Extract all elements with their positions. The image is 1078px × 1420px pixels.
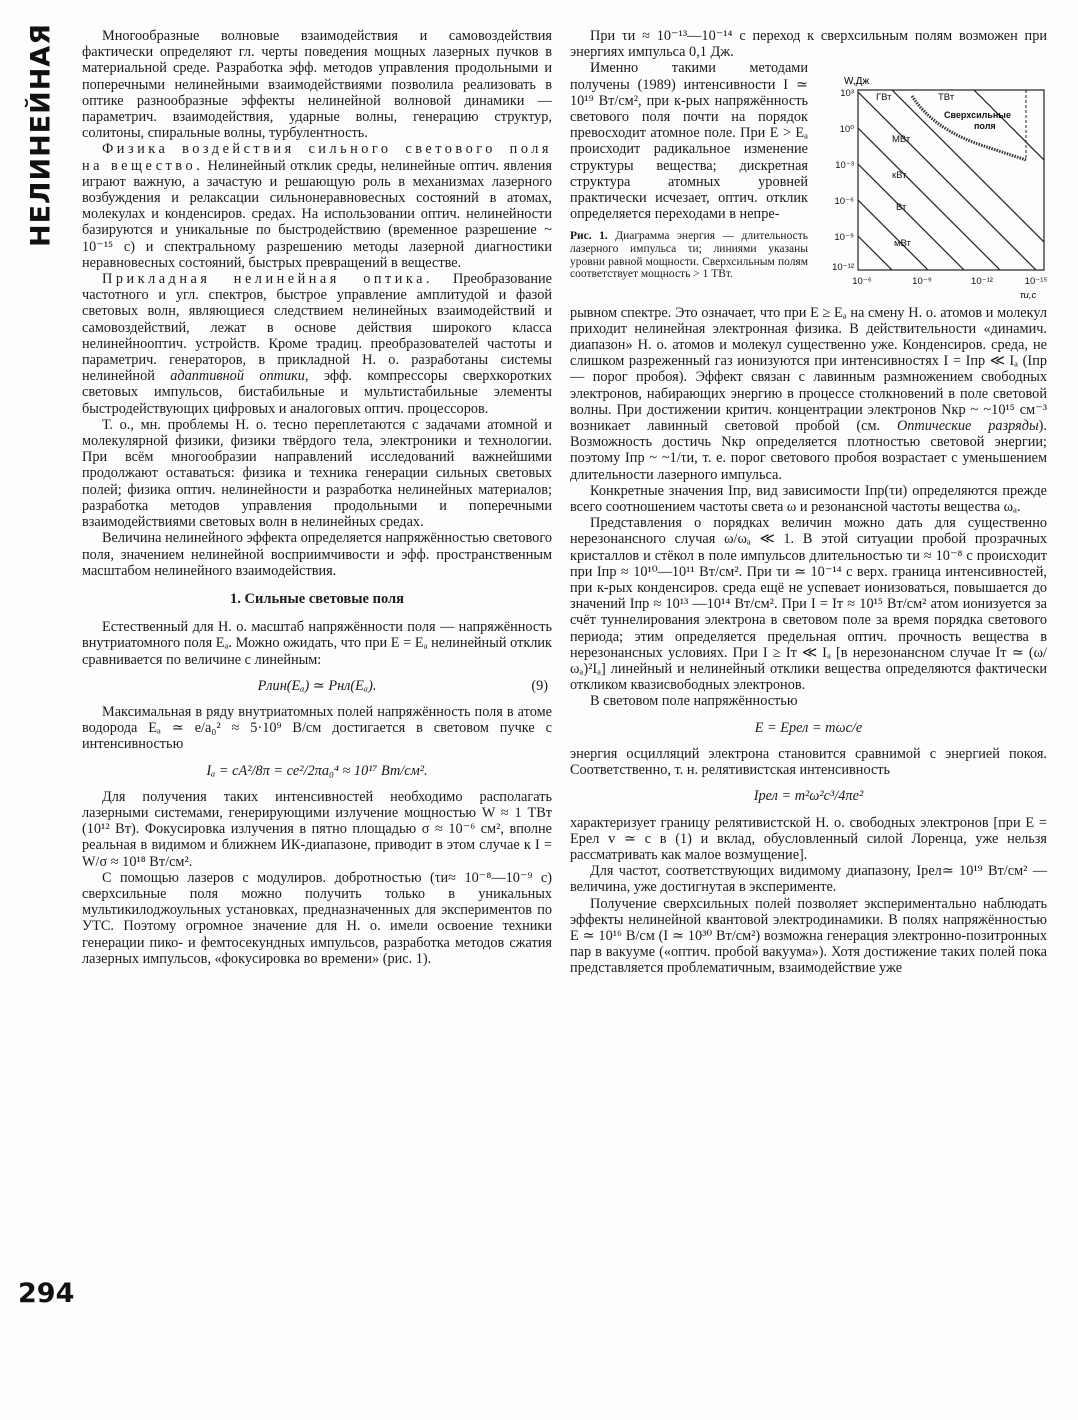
y-tick: 10⁻⁶ [834, 196, 854, 208]
equation-relativistic-field: E = Eрел = mωc/e [754, 719, 863, 736]
paragraph: рывном спектре. Это означает, что при E ≥ Eₐ на смену Н. о. атомов и молекул приходит нелинейная электронная физика. В действительности «динамич. диапазон» Н. о. атомов и молекул существенно уже. Конденсиров. среда, не слишком разреженный газ ионизуются при интенсивностях I = Iпр ≪ Iₐ (Iпр — порог пробоя). Эффект связан с лавинным размножением свободных электронов, набирающих энергию в процессе столкновений в поле световой волны. При достижении критич. концентрации электронов Nкр ~ ~10¹⁵ см⁻³ возникает лавинный световой пробой (см. Оптические разряды). Возможность достичь Nкр определяется плотностью световой энергии; поэтому Iпр ~ ~1/τи, т. е. порог светового пробоя возрастает с уменьшением длительности лазерного импульса. [570, 304, 1048, 483]
paragraph: Физика воздействия сильного светового поля на вещество. Нелинейный отклик среды, нелинейные оптич. явления играют важную, а зачастую и решающую роль в механизмах лазерного возбуждения и релаксации сильнонеравновесных состояний в атомах, молекулах и конденсиров. средах. На использовании оптич. нелинейности базируются и уникальные по быстродействию (временное разрешение ~ 10⁻¹⁵ с) и спектральному разрешению методы лазерной диагностики неравновесных состояний, быстрых превращений в веществе. [82, 141, 552, 271]
paragraph: Для частот, соответствующих видимому диапазону, Iрел≃ 10¹⁹ Вт/см² — величина, уже достигнутая в эксперименте. [570, 863, 1047, 896]
section-title: 1. Сильные световые поля [230, 590, 404, 607]
y-tick: 10⁻¹² [832, 262, 854, 274]
left-column [82, 28, 552, 967]
y-tick: 10³ [840, 88, 854, 100]
paragraph: Для получения таких интенсивностей необходимо располагать лазерными системами, генерирующими излучение мощностью W ≈ 1 ТВт (10¹² Вт). Фокусировка излучения в пятно площадью σ ≈ 10⁻⁶ см², вполне реальная в видимом и ближнем ИК-диапазоне, приводит в этом случае к I = W/σ ≈ 10¹⁸ Вт/см². [82, 788, 552, 870]
cross-reference: Оптические разряды [896, 418, 1039, 435]
paragraph: Максимальная в ряду внутриатомных полей напряжённость поля в атоме водорода Eₐ ≃ e/a₀² ≈ 5·10⁹ В/см достигается в световом пучке с интенсивностью [82, 703, 552, 753]
section-run-in-heading: Физика воздействия сильного светового поля на вещество. [82, 141, 552, 174]
paragraph: характеризует границу релятивистской Н. о. свободных электронов [при E = Eрел v ≃ c в (1) и вклад, обусловленный силой Лоренца, уже нельзя рассматривать как малое возмущение]. [570, 814, 1047, 863]
paragraph: Прикладная нелинейная оптика. Преобразование частотного и угл. спектров, быстрое управление амплитудой и фазой световых волн, являющиеся следствием нелинейных взаимодействий и самовоздействий, лежат в основе действия широкого класса нелинейнооптич. устройств. Кроме традиц. преобразователей частоты и параметрич. генераторов, в прикладной Н. о. разработаны системы нелинейной адаптивной оптики, эфф. компрессоры сверхкоротких световых импульсов, бистабильные и мультистабильные элементы быстродействующих цифровых и аналоговых оптич. процессоров. [82, 271, 552, 417]
paragraph: В световом поле напряжённостью [590, 693, 798, 710]
paragraph: Получение сверхсильных полей позволяет экспериментально наблюдать эффекты нелинейной квантовой электродинамики. В полях напряжённостью E ≃ 10¹⁶ В/см (I ≃ 10³⁰ Вт/см²) возможна генерация электронно-позитронных пар в вакууме («оптич. пробой вакуума»). Хотя достижение таких полей пока представляется проблематичным, взаимодействие уже [570, 895, 1047, 977]
equation-9: Pлин(Eₐ) ≃ Pнл(Eₐ). (9) [257, 677, 548, 694]
figure-caption: Рис. 1. Диаграмма энергия — длительность лазерного импульса τи; линиями указаны уровни равной мощности. Сверхсильным полям соответствует мощность > 1 ТВт. [570, 230, 808, 281]
running-head [14, 23, 68, 247]
y-tick: 10⁻³ [835, 160, 854, 172]
page-number: 294 [18, 1278, 75, 1309]
paragraph: С помощью лазеров с модулиров. добротностью (τи≈ 10⁻⁸—10⁻⁹ с) сверхсильные поля можно получить только в уникальных мультикилоджоульных установках, предназначенных для экспериментов по УТС. Поэтому огромное значение для Н. о. имели освоение техники генерации пико- и фемтосекундных импульсов, разработка методов сжатия лазерных импульсов, «фокусировка во времени» (рис. 1). [82, 869, 552, 967]
x-tick: 10⁻¹⁵ [1024, 276, 1048, 288]
equation-intensity: Iₐ = cA²/8π = ce²/2πa₀⁴ ≈ 10¹⁷ Вт/см². [206, 762, 428, 779]
right-column [570, 28, 1047, 977]
paragraph: Многообразные волновые взаимодействия и самовоздействия фактически определяют гл. черты поведения мощных лазерных пучков в материальной среде. Разработка эфф. методов управления продольными и поперечными нелинейными взаимодействиями позволила реализовать в оптике разнообразные эффекты нелинейной волновой динамики — параметрич. взаимодействия, ударные волны, генерацию структур, солитоны, спиральные волны, турбулентность. [82, 28, 552, 142]
paragraph: Именно такими методами получены (1989) интенсивности I ≃ 10¹⁹ Вт/см², при к-рых напряжённость светового поля почти на порядок превосходит атомное поле. При E > Eₐ происходит радикальное изменение структуры вещества; дискретная структура атомных уровней практически исчезает, оптич. отклик определяется переходами в непре- [570, 60, 808, 223]
equation-number: (9) [531, 677, 548, 694]
y-tick: 10⁰ [839, 124, 854, 136]
x-tick: 10⁻⁶ [852, 276, 872, 288]
x-tick: 10⁻¹² [971, 276, 993, 288]
region-label-2: поля [974, 121, 996, 132]
wrapped-text [570, 60, 808, 304]
paragraph: При τи ≈ 10⁻¹³—10⁻¹⁴ с переход к сверхсильным полям возможен при энергиях импульса 0,1 Дж. [570, 28, 1047, 61]
label-kw: кВт [892, 170, 907, 182]
section-run-in-heading: Прикладная нелинейная оптика. [102, 271, 434, 288]
cross-reference: адаптивной оптики [170, 368, 305, 385]
y-tick: 10⁻⁹ [834, 232, 854, 244]
paragraph: Естественный для Н. о. масштаб напряжённости поля — напряжённость внутриатомного поля Eₐ. Можно ожидать, что при E = Eₐ нелинейный отклик сравнивается по величине с линейным: [82, 619, 552, 668]
paragraph: Конкретные значения Iпр, вид зависимости Iпр(τи) определяются прежде всего соотношением частоты света ω и резонансной частоты вещества ωₐ. [570, 482, 1047, 516]
paragraph: Т. о., мн. проблемы Н. о. тесно переплетаются с задачами атомной и молекулярной физики, физики твёрдого тела, электроники и технологии. При всём многообразии направлений исследований важнейшими продолжают оставаться: физика и техника генерации сильных световых полей; физика оптич. нелинейности и разработка нелинейных материалов; разработка методов управления продольными и поперечными взаимодействиями световых волн в нелинейных средах. [82, 416, 552, 531]
label-mw: МВт [892, 134, 911, 146]
figure-1 [814, 60, 1050, 304]
paragraph: Величина нелинейного эффекта определяется напряжённостью светового поля, значением нелинейной восприимчивости и эфф. пространственным масштабом нелинейного взаимодействия. [82, 530, 552, 579]
paragraph: энергия осцилляций электрона становится сравнимой с энергией покоя. Соответственно, т. н. релятивистская интенсивность [570, 745, 1047, 779]
label-gw: ГВт [876, 92, 892, 104]
superstrong-boundary [912, 96, 1026, 160]
region-label: Сверхсильные [944, 110, 1011, 121]
y-axis-label: W,Дж [844, 76, 870, 88]
x-tick: 10⁻⁹ [912, 276, 932, 288]
label-tw: ТВт [938, 92, 955, 104]
label-w: Вт [896, 202, 907, 214]
equation-relativistic-intensity: Iрел = m²ω²c³/4πe² [753, 788, 864, 805]
label-mw-milli: мВт [894, 238, 911, 250]
paragraph: Представления о порядках величин можно дать для существенно нерезонансного случая ω/ωₐ ≪ 1. В этой ситуации пробой прозрачных кристаллов и стёкол в поле импульсов длительностью τи ≈ 10⁻⁸ с происходит при Iпр ≈ 10¹⁰—10¹¹ Вт/см². При τи ≃ 10⁻¹⁴ с верх. граница интенсивностей, при к-рых конденсиров. среда ещё не успевает ионизоваться, повышается до значений Iпр ≈ 10¹³ —10¹⁴ Вт/см². При I = Iт ≈ 10¹⁵ Вт/см² атом ионизуется за счёт туннелирования электрона в световом поле за время порядка светового периода; этим определяется предельная оптич. прочность вещества в нерезонансных условиях. При I ≥ Iт ≪ Iₐ [в нерезонансном случае Iт ≃ (ω/ωₐ)²Iₐ] линейный и нелинейный отклики вещества определяются фактически откликом квазисвободных электронов. [570, 515, 1047, 694]
x-axis-label: τи,с [1020, 290, 1037, 301]
running-head-text: НЕЛИНЕЙНАЯ [25, 23, 57, 247]
energy-duration-diagram [814, 60, 1050, 300]
figure-wrap [570, 60, 1047, 304]
